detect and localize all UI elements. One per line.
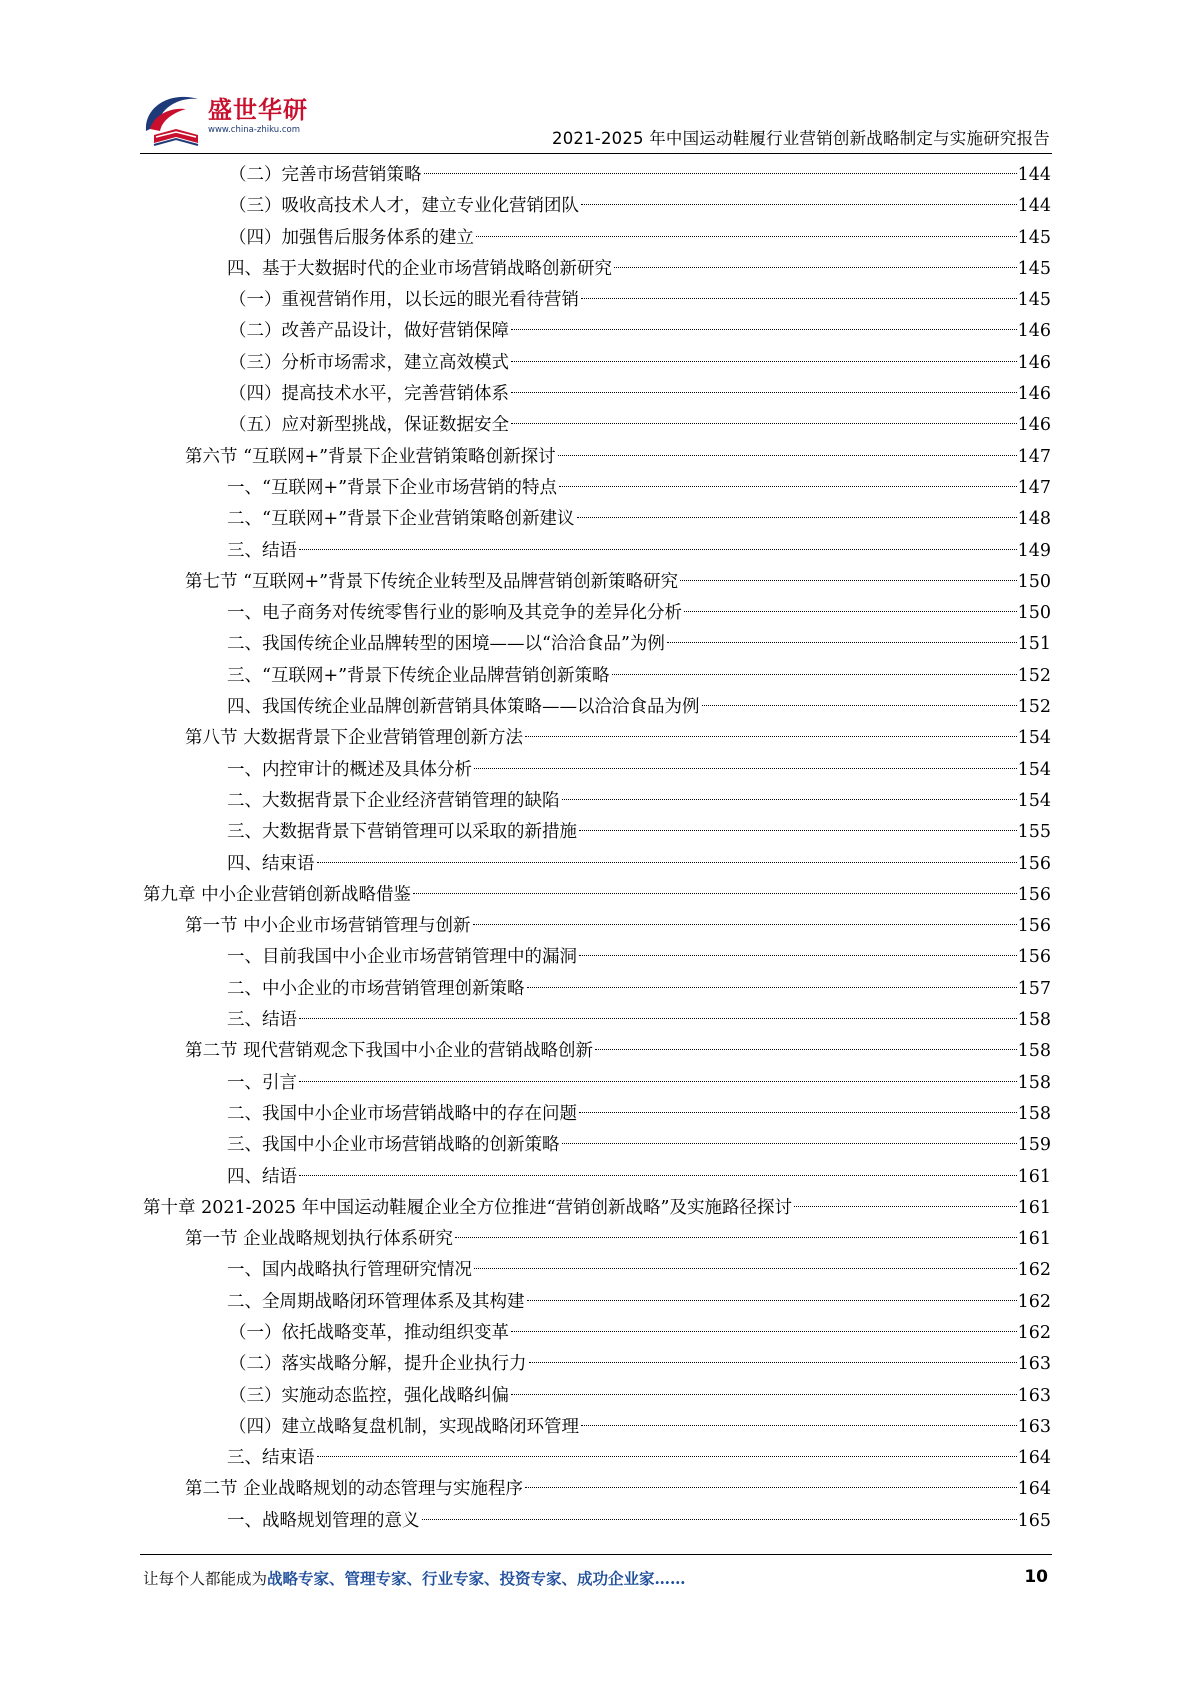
toc-entry-title: 第一节 中小企业市场营销管理与创新 <box>185 916 471 937</box>
toc-entry-page: 154 <box>1017 790 1051 811</box>
toc-entry-page: 156 <box>1017 916 1051 937</box>
toc-dot-leader <box>529 1362 1017 1363</box>
toc-dot-leader <box>667 642 1017 643</box>
toc-entry-title: （三）实施动态监控，强化战略纠偏 <box>229 1385 509 1406</box>
toc-dot-leader <box>562 1143 1017 1144</box>
toc-entry-page: 145 <box>1017 290 1051 311</box>
report-title: 2021-2025 年中国运动鞋履行业营销创新战略制定与实施研究报告 <box>552 129 1050 148</box>
toc-entry-title: 一、引言 <box>227 1072 297 1093</box>
toc-entry-title: 一、国内战略执行管理研究情况 <box>227 1260 472 1281</box>
toc-entry[interactable] <box>143 1412 1051 1443</box>
toc-entry-title: （四）加强售后服务体系的建立 <box>229 227 474 248</box>
toc-entry-page: 147 <box>1017 446 1051 467</box>
toc-entry-page: 144 <box>1017 196 1051 217</box>
toc-entry[interactable] <box>143 786 1051 817</box>
toc-entry-title: 第六节 “互联网+”背景下企业营销策略创新探讨 <box>185 446 556 467</box>
table-of-contents <box>143 160 1051 1537</box>
toc-dot-leader <box>299 1175 1017 1176</box>
toc-entry-page: 156 <box>1017 853 1051 874</box>
toc-entry-page: 159 <box>1017 1135 1051 1156</box>
toc-entry-title: 四、结语 <box>227 1166 297 1187</box>
toc-entry-title: （五）应对新型挑战，保证数据安全 <box>229 415 509 436</box>
toc-entry[interactable] <box>143 692 1051 723</box>
toc-entry[interactable] <box>143 285 1051 316</box>
toc-entry-page: 148 <box>1017 509 1051 530</box>
toc-entry-page: 147 <box>1017 477 1051 498</box>
toc-entry-page: 146 <box>1017 415 1051 436</box>
toc-entry[interactable] <box>143 1036 1051 1067</box>
toc-entry[interactable] <box>143 473 1051 504</box>
toc-dot-leader <box>562 799 1017 800</box>
toc-entry-title: （四）建立战略复盘机制，实现战略闭环管理 <box>229 1416 579 1437</box>
toc-entry-title: 三、结语 <box>227 540 297 561</box>
toc-entry-title: 第九章 中小企业营销创新战略借鉴 <box>143 884 412 905</box>
toc-entry[interactable] <box>143 880 1051 911</box>
toc-entry[interactable] <box>143 1162 1051 1193</box>
toc-entry[interactable] <box>143 1005 1051 1036</box>
toc-dot-leader <box>474 1268 1017 1269</box>
toc-entry[interactable] <box>143 911 1051 942</box>
toc-dot-leader <box>511 423 1017 424</box>
toc-entry-page: 162 <box>1017 1291 1051 1312</box>
toc-entry-title: （二）改善产品设计，做好营销保障 <box>229 321 509 342</box>
page-number: 10 <box>1024 1567 1048 1587</box>
toc-entry-page: 158 <box>1017 1041 1051 1062</box>
toc-entry-title: 二、我国中小企业市场营销战略中的存在问题 <box>227 1103 577 1124</box>
toc-entry[interactable] <box>143 410 1051 441</box>
toc-entry-page: 152 <box>1017 665 1051 686</box>
toc-dot-leader <box>527 1300 1017 1301</box>
toc-dot-leader <box>558 455 1017 456</box>
toc-dot-leader <box>527 987 1017 988</box>
toc-entry[interactable] <box>143 348 1051 379</box>
toc-entry-page: 151 <box>1017 634 1051 655</box>
toc-entry-page: 150 <box>1017 571 1051 592</box>
toc-dot-leader <box>299 1018 1017 1019</box>
toc-entry-page: 165 <box>1017 1510 1051 1531</box>
toc-entry-title: 第一节 企业战略规划执行体系研究 <box>185 1229 454 1250</box>
toc-dot-leader <box>579 955 1017 956</box>
toc-entry-title: 四、结束语 <box>227 853 315 874</box>
toc-entry-title: （二）落实战略分解，提升企业执行力 <box>229 1354 527 1375</box>
toc-entry-title: 三、我国中小企业市场营销战略的创新策略 <box>227 1135 560 1156</box>
toc-entry-page: 157 <box>1017 978 1051 999</box>
toc-entry-page: 156 <box>1017 884 1051 905</box>
toc-entry-page: 146 <box>1017 321 1051 342</box>
toc-entry-title: 二、大数据背景下企业经济营销管理的缺陷 <box>227 790 560 811</box>
toc-entry[interactable] <box>143 1255 1051 1286</box>
toc-entry-page: 161 <box>1017 1166 1051 1187</box>
slogan-prefix: 让每个人都能成为 <box>143 1570 268 1588</box>
toc-dot-leader <box>511 361 1017 362</box>
toc-entry-title: 第八节 大数据背景下企业营销管理创新方法 <box>185 728 524 749</box>
toc-entry-page: 150 <box>1017 603 1051 624</box>
toc-entry-page: 158 <box>1017 1103 1051 1124</box>
toc-entry-title: 第十章 2021-2025 年中国运动鞋履企业全方位推进“营销创新战略”及实施路径探讨 <box>143 1197 793 1218</box>
toc-dot-leader <box>581 204 1017 205</box>
toc-dot-leader <box>511 1331 1017 1332</box>
toc-entry-title: 四、基于大数据时代的企业市场营销战略创新研究 <box>227 258 612 279</box>
toc-dot-leader <box>299 549 1017 550</box>
toc-entry[interactable] <box>143 1506 1051 1537</box>
toc-entry[interactable] <box>143 598 1051 629</box>
toc-dot-leader <box>476 236 1017 237</box>
toc-dot-leader <box>684 611 1017 612</box>
toc-entry-page: 163 <box>1017 1416 1051 1437</box>
toc-dot-leader <box>511 392 1017 393</box>
slogan-roles: 战略专家、管理专家、行业专家、投资专家、成功企业家…… <box>267 1569 686 1588</box>
toc-entry-title: （一）依托战略变革，推动组织变革 <box>229 1322 509 1343</box>
toc-dot-leader <box>474 768 1017 769</box>
toc-entry[interactable] <box>143 723 1051 754</box>
toc-entry-title: 一、“互联网+”背景下企业市场营销的特点 <box>227 477 558 498</box>
toc-dot-leader <box>455 1237 1017 1238</box>
footer-divider <box>140 1554 1052 1555</box>
toc-entry[interactable] <box>143 1349 1051 1380</box>
toc-entry-title: 二、全周期战略闭环管理体系及其构建 <box>227 1291 525 1312</box>
toc-dot-leader <box>317 1456 1017 1457</box>
toc-dot-leader <box>559 486 1017 487</box>
toc-entry-page: 152 <box>1017 697 1051 718</box>
toc-entry-page: 155 <box>1017 822 1051 843</box>
toc-entry[interactable] <box>143 160 1051 191</box>
toc-dot-leader <box>511 329 1017 330</box>
page-footer <box>143 1567 1048 1593</box>
toc-entry[interactable] <box>143 1381 1051 1412</box>
toc-entry[interactable] <box>143 755 1051 786</box>
toc-entry[interactable] <box>143 1287 1051 1318</box>
toc-entry-page: 154 <box>1017 759 1051 780</box>
toc-entry-title: 一、目前我国中小企业市场营销管理中的漏洞 <box>227 947 577 968</box>
toc-entry-title: （一）重视营销作用，以长远的眼光看待营销 <box>229 290 579 311</box>
toc-entry-page: 163 <box>1017 1354 1051 1375</box>
toc-entry-page: 156 <box>1017 947 1051 968</box>
toc-entry-title: 一、战略规划管理的意义 <box>227 1510 420 1531</box>
toc-entry[interactable] <box>143 536 1051 567</box>
toc-entry-page: 158 <box>1017 1072 1051 1093</box>
toc-entry-title: （三）分析市场需求，建立高效模式 <box>229 352 509 373</box>
toc-dot-leader <box>577 517 1017 518</box>
toc-entry-title: 三、大数据背景下营销管理可以采取的新措施 <box>227 822 577 843</box>
toc-entry-page: 158 <box>1017 1010 1051 1031</box>
toc-entry-title: 一、内控审计的概述及具体分析 <box>227 759 472 780</box>
toc-dot-leader <box>614 267 1017 268</box>
toc-dot-leader <box>794 1206 1017 1207</box>
toc-entry[interactable] <box>143 1130 1051 1161</box>
toc-entry-title: 三、结语 <box>227 1010 297 1031</box>
page-header <box>140 80 1052 160</box>
toc-entry[interactable] <box>143 442 1051 473</box>
toc-entry[interactable] <box>143 316 1051 347</box>
toc-entry-title: 二、我国传统企业品牌转型的困境——以“洽洽食品”为例 <box>227 634 665 655</box>
toc-entry-page: 161 <box>1017 1197 1051 1218</box>
toc-entry-title: 三、“互联网+”背景下传统企业品牌营销创新策略 <box>227 665 610 686</box>
toc-dot-leader <box>511 1394 1017 1395</box>
toc-dot-leader <box>525 736 1017 737</box>
toc-dot-leader <box>702 705 1017 706</box>
toc-dot-leader <box>422 1519 1017 1520</box>
toc-entry-title: （四）提高技术水平，完善营销体系 <box>229 384 509 405</box>
toc-dot-leader <box>424 173 1017 174</box>
toc-entry-title: （三）吸收高技术人才，建立专业化营销团队 <box>229 196 579 217</box>
toc-entry[interactable] <box>143 1068 1051 1099</box>
toc-entry[interactable] <box>143 1318 1051 1349</box>
toc-entry[interactable] <box>143 1224 1051 1255</box>
toc-entry-page: 149 <box>1017 540 1051 561</box>
toc-entry-title: 第二节 现代营销观念下我国中小企业的营销战略创新 <box>185 1041 594 1062</box>
toc-entry-title: 第二节 企业战略规划的动态管理与实施程序 <box>185 1479 524 1500</box>
toc-entry-title: 二、中小企业的市场营销管理创新策略 <box>227 978 525 999</box>
toc-dot-leader <box>612 674 1017 675</box>
toc-entry[interactable] <box>143 974 1051 1005</box>
toc-entry-page: 164 <box>1017 1479 1051 1500</box>
toc-entry-page: 146 <box>1017 384 1051 405</box>
toc-entry[interactable] <box>143 567 1051 598</box>
toc-entry[interactable] <box>143 504 1051 535</box>
toc-entry-page: 162 <box>1017 1260 1051 1281</box>
toc-dot-leader <box>525 1487 1017 1488</box>
toc-entry-page: 154 <box>1017 728 1051 749</box>
header-divider <box>140 153 1052 154</box>
toc-entry-page: 164 <box>1017 1448 1051 1469</box>
toc-entry[interactable] <box>143 661 1051 692</box>
toc-entry[interactable] <box>143 1193 1051 1224</box>
toc-entry-page: 145 <box>1017 227 1051 248</box>
toc-entry[interactable] <box>143 254 1051 285</box>
toc-dot-leader <box>299 1081 1017 1082</box>
toc-entry-title: 四、我国传统企业品牌创新营销具体策略——以洽洽食品为例 <box>227 697 700 718</box>
toc-dot-leader <box>317 862 1017 863</box>
toc-entry[interactable] <box>143 1099 1051 1130</box>
toc-entry-title: 一、电子商务对传统零售行业的影响及其竞争的差异化分析 <box>227 603 682 624</box>
toc-entry[interactable] <box>143 849 1051 880</box>
toc-dot-leader <box>579 830 1017 831</box>
toc-entry[interactable] <box>143 223 1051 254</box>
toc-entry-page: 163 <box>1017 1385 1051 1406</box>
toc-entry-page: 161 <box>1017 1229 1051 1250</box>
toc-dot-leader <box>595 1049 1017 1050</box>
toc-entry[interactable] <box>143 191 1051 222</box>
toc-entry-title: 第七节 “互联网+”背景下传统企业转型及品牌营销创新策略研究 <box>185 571 679 592</box>
toc-entry[interactable] <box>143 1474 1051 1505</box>
toc-entry-page: 144 <box>1017 165 1051 185</box>
toc-entry-title: （二）完善市场营销策略 <box>229 165 422 185</box>
toc-entry-title: 二、“互联网+”背景下企业营销策略创新建议 <box>227 509 575 530</box>
toc-entry[interactable] <box>143 817 1051 848</box>
toc-dot-leader <box>579 1112 1017 1113</box>
toc-entry[interactable] <box>143 629 1051 660</box>
toc-entry-page: 146 <box>1017 352 1051 373</box>
toc-entry-title: 三、结束语 <box>227 1448 315 1469</box>
toc-dot-leader <box>473 924 1017 925</box>
toc-entry[interactable] <box>143 942 1051 973</box>
toc-dot-leader <box>680 580 1016 581</box>
toc-entry[interactable] <box>143 379 1051 410</box>
toc-entry-page: 145 <box>1017 258 1051 279</box>
brand-name: 盛世华研 <box>208 96 308 124</box>
toc-dot-leader <box>581 1425 1017 1426</box>
toc-entry[interactable] <box>143 1443 1051 1474</box>
toc-dot-leader <box>413 893 1017 894</box>
toc-dot-leader <box>581 298 1017 299</box>
brand-url: www.china-zhiku.com <box>208 125 300 135</box>
toc-entry-page: 162 <box>1017 1322 1051 1343</box>
